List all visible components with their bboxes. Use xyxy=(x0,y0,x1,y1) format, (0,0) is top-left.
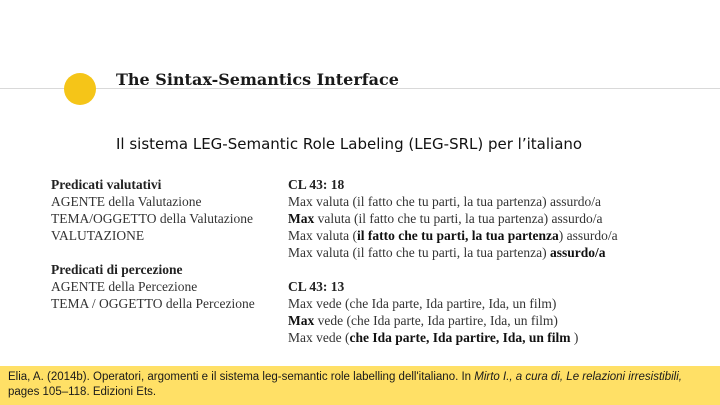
class-heading: CL 43: 18 xyxy=(288,177,345,192)
highlighted-argument: che Ida parte, Ida partire, Ida, un film xyxy=(349,330,571,345)
roles-column xyxy=(51,176,286,312)
highlighted-argument: Max xyxy=(288,313,315,328)
example-sentence xyxy=(288,329,688,346)
category-heading: Predicati di percezione xyxy=(51,262,183,277)
category-heading: Predicati valutativi xyxy=(51,177,162,192)
role-label: AGENTE della Valutazione xyxy=(51,194,202,209)
accent-dot-icon xyxy=(64,73,96,105)
sentence-text: Max vede ( xyxy=(288,330,350,345)
slide-title: The Sintax-Semantics Interface xyxy=(116,70,399,89)
slide-subtitle: Il sistema LEG-Semantic Role Labeling (LEG-SRL) per l’italiano xyxy=(116,135,583,153)
citation-italic: Mirto I., a cura di, Le relazioni irresistibili, xyxy=(474,371,682,383)
example-sentence xyxy=(288,227,688,244)
highlighted-argument: il fatto che tu parti, la tua partenza xyxy=(356,228,559,243)
role-label: VALUTAZIONE xyxy=(51,228,145,243)
example-sentence: Max valuta (il fatto che tu parti, la tua partenza) assurdo/a xyxy=(288,194,601,209)
example-sentence xyxy=(288,312,688,329)
class-heading: CL 43: 13 xyxy=(288,279,345,294)
example-table xyxy=(46,176,686,345)
sentence-text: ) assurdo/a xyxy=(558,228,618,243)
sentence-text: valuta (il fatto che tu parti, la tua partenza) assurdo/a xyxy=(314,211,603,226)
sentence-text: ) xyxy=(570,330,579,345)
sentence-text: Max valuta ( xyxy=(288,228,357,243)
citation-text: pages 105–118. Edizioni Ets. xyxy=(8,386,157,398)
highlighted-argument: assurdo/a xyxy=(550,245,606,260)
role-label: TEMA/OGGETTO della Valutazione xyxy=(51,211,253,226)
highlighted-argument: Max xyxy=(288,211,315,226)
citation-text: Elia, A. (2014b). Operatori, argomenti e il sistema leg-semantic role labelling dell'italiano. In xyxy=(8,371,475,383)
example-sentence: Max vede (che Ida parte, Ida partire, Ida, un film) xyxy=(288,296,557,311)
sentence-text: vede (che Ida parte, Ida partire, Ida, un film) xyxy=(314,313,558,328)
role-label: AGENTE della Percezione xyxy=(51,279,198,294)
sentence-text: Max valuta (il fatto che tu parti, la tua partenza) xyxy=(288,245,551,260)
example-sentence xyxy=(288,210,688,227)
citation xyxy=(8,370,714,400)
examples-column xyxy=(288,176,688,346)
role-label: TEMA / OGGETTO della Percezione xyxy=(51,296,255,311)
example-sentence xyxy=(288,244,688,261)
